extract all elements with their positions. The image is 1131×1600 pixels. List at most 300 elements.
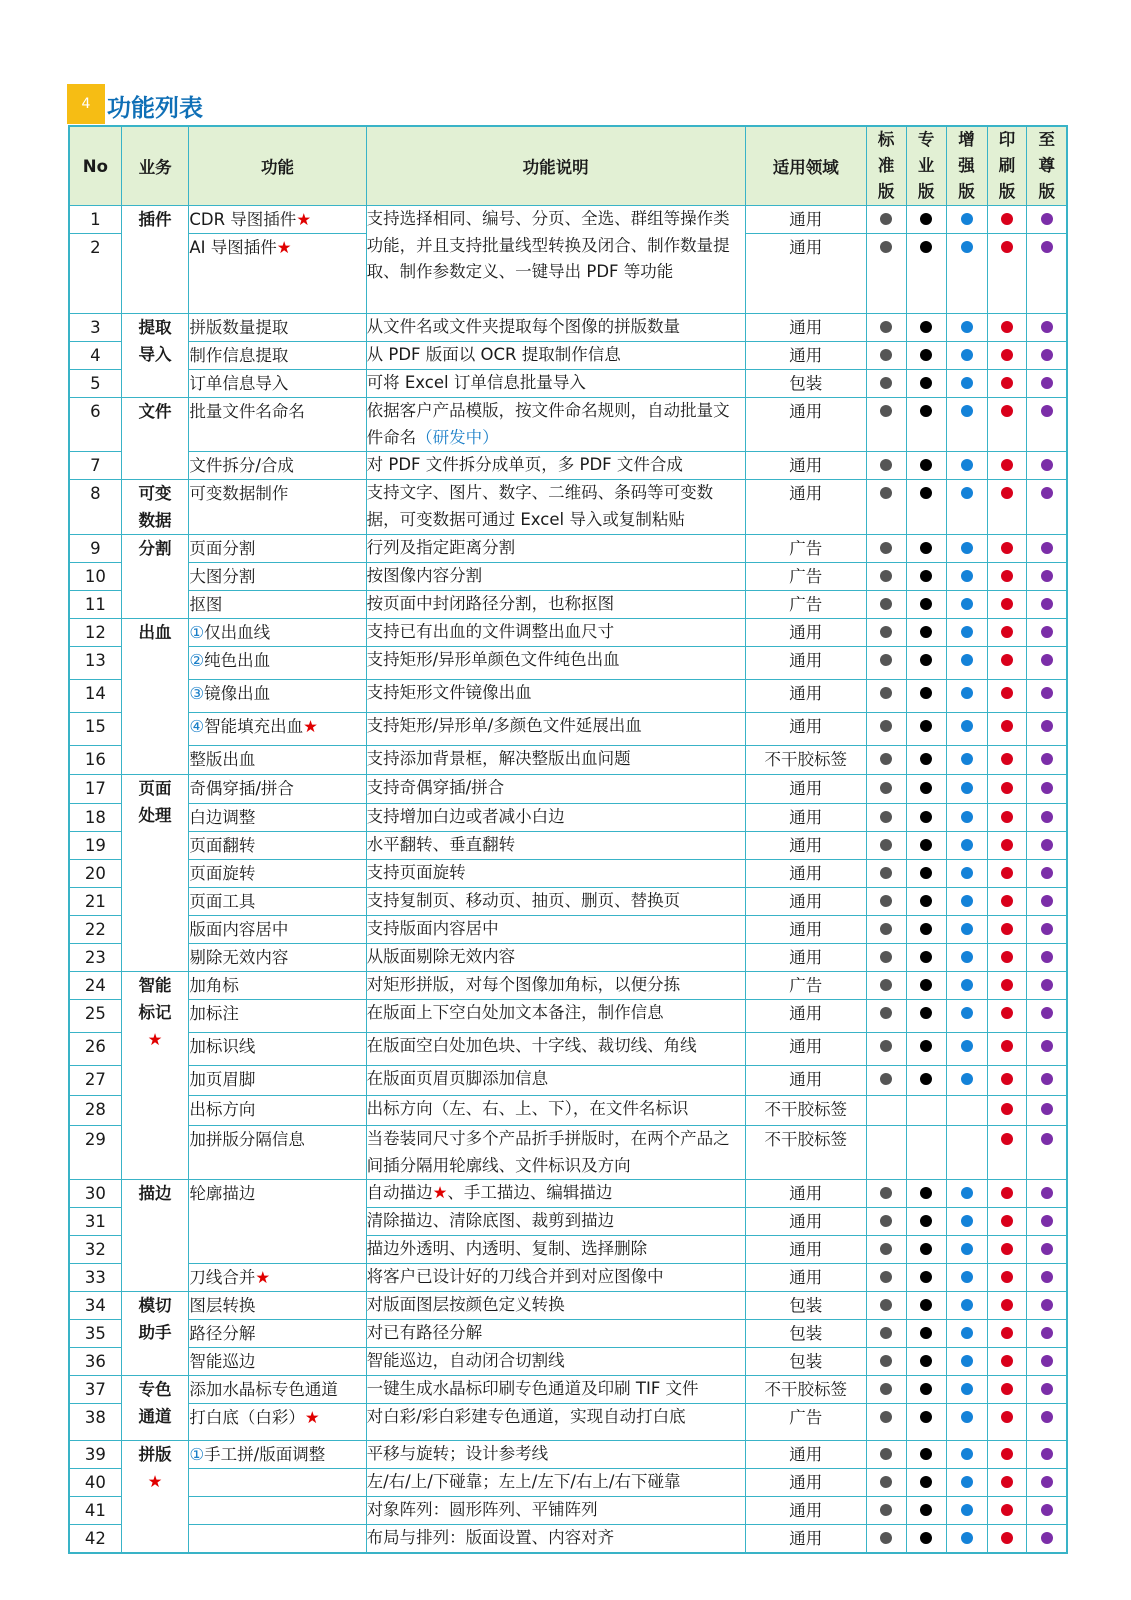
function-label: 轮廓描边 — [189, 1184, 256, 1203]
availability-dot-icon — [920, 213, 932, 225]
row-number: 37 — [69, 1376, 121, 1404]
availability-dot-icon — [961, 1187, 973, 1199]
availability-dot-icon — [880, 1243, 892, 1255]
description-cell — [366, 619, 745, 647]
edition-availability-cell — [866, 1525, 906, 1554]
edition-availability-cell — [946, 206, 987, 234]
availability-dot-icon — [961, 720, 973, 732]
description-text: 将客户已设计好的刀线合并到对应图像中 — [366, 1267, 664, 1286]
availability-dot-icon — [1001, 687, 1013, 699]
edition-availability-cell — [987, 972, 1027, 1000]
edition-availability-cell — [866, 1441, 906, 1469]
function-cell — [189, 1469, 366, 1497]
edition-availability-cell — [946, 1469, 987, 1497]
function-cell — [189, 480, 366, 535]
availability-dot-icon — [920, 1476, 932, 1488]
edition-availability-cell — [946, 1292, 987, 1320]
category-cell — [121, 619, 189, 775]
edition-availability-cell — [946, 591, 987, 619]
availability-dot-icon — [1001, 811, 1013, 823]
description-text: 清除描边、清除底图、裁剪到描边 — [366, 1211, 615, 1230]
edition-availability-cell — [866, 1033, 906, 1066]
row-number: 4 — [69, 342, 121, 370]
table-row — [69, 713, 1067, 746]
description-cell — [366, 342, 745, 370]
description-cell — [366, 1208, 745, 1236]
edition-availability-cell — [1027, 314, 1067, 342]
edition-availability-cell — [866, 888, 906, 916]
header-edition-supreme: 至尊版 — [1027, 126, 1067, 206]
description-text: 对象阵列：圆形阵列、平铺阵列 — [366, 1500, 598, 1519]
availability-dot-icon — [961, 839, 973, 851]
availability-dot-icon — [1001, 1383, 1013, 1395]
description-text: 对 PDF 文件拆分成单页，多 PDF 文件合成 — [366, 455, 683, 474]
availability-dot-icon — [1041, 1327, 1053, 1339]
edition-availability-cell — [946, 1404, 987, 1441]
availability-dot-icon — [880, 598, 892, 610]
function-label: 加角标 — [189, 976, 239, 995]
edition-availability-cell — [987, 535, 1027, 563]
availability-dot-icon — [1001, 459, 1013, 471]
edition-availability-cell — [866, 775, 906, 804]
category-label: 模切助手 — [138, 1296, 172, 1342]
edition-availability-cell — [987, 832, 1027, 860]
availability-dot-icon — [1001, 1007, 1013, 1019]
function-label: 文件拆分/合成 — [189, 456, 294, 475]
edition-availability-cell — [906, 860, 946, 888]
row-number: 18 — [69, 804, 121, 832]
edition-availability-cell — [1027, 1404, 1067, 1441]
availability-dot-icon — [880, 1073, 892, 1085]
availability-dot-icon — [920, 349, 932, 361]
table-row — [69, 1000, 1067, 1033]
availability-dot-icon — [961, 1327, 973, 1339]
edition-availability-cell — [946, 1096, 987, 1126]
edition-availability-cell — [987, 888, 1027, 916]
edition-availability-cell — [866, 1236, 906, 1264]
availability-dot-icon — [880, 895, 892, 907]
availability-dot-icon — [920, 1383, 932, 1395]
availability-dot-icon — [1001, 1133, 1013, 1145]
edition-availability-cell — [1027, 1525, 1067, 1554]
description-text: 支持奇偶穿插/拼合 — [366, 778, 505, 797]
table-row — [69, 342, 1067, 370]
row-number: 28 — [69, 1096, 121, 1126]
category-label: 可变数据 — [138, 484, 172, 530]
field-cell: 通用 — [745, 680, 866, 713]
edition-availability-cell — [946, 452, 987, 480]
edition-availability-cell — [1027, 206, 1067, 234]
row-number: 35 — [69, 1320, 121, 1348]
function-cell — [189, 452, 366, 480]
availability-dot-icon — [880, 487, 892, 499]
function-label: 智能巡边 — [189, 1352, 256, 1371]
availability-dot-icon — [1001, 923, 1013, 935]
field-cell: 通用 — [745, 1000, 866, 1033]
availability-dot-icon — [1041, 782, 1053, 794]
availability-dot-icon — [1001, 1411, 1013, 1423]
availability-dot-icon — [920, 1040, 932, 1052]
row-number: 29 — [69, 1126, 121, 1180]
edition-availability-cell — [946, 775, 987, 804]
function-label: 白边调整 — [189, 808, 256, 827]
edition-availability-cell — [987, 619, 1027, 647]
category-cell — [121, 398, 189, 480]
edition-availability-cell — [946, 314, 987, 342]
availability-dot-icon — [961, 1476, 973, 1488]
edition-availability-cell — [1027, 1236, 1067, 1264]
function-label: 镜像出血 — [204, 684, 271, 703]
description-text: 出标方向（左、右、上、下），在文件名标识 — [366, 1099, 689, 1118]
availability-dot-icon — [920, 1243, 932, 1255]
edition-availability-cell — [866, 1497, 906, 1525]
edition-availability-cell — [987, 944, 1027, 972]
edition-availability-cell — [906, 1348, 946, 1376]
edition-availability-cell — [987, 1525, 1027, 1554]
table-row — [69, 804, 1067, 832]
category-cell — [121, 535, 189, 619]
availability-dot-icon — [920, 487, 932, 499]
function-label: 仅出血线 — [204, 623, 271, 642]
availability-dot-icon — [880, 1476, 892, 1488]
availability-dot-icon — [961, 598, 973, 610]
edition-availability-cell — [866, 1469, 906, 1497]
edition-availability-cell — [1027, 746, 1067, 775]
edition-availability-cell — [946, 713, 987, 746]
availability-dot-icon — [1001, 1448, 1013, 1460]
availability-dot-icon — [1041, 459, 1053, 471]
function-cell — [189, 563, 366, 591]
function-cell — [189, 1264, 366, 1292]
table-row — [69, 1376, 1067, 1404]
table-row — [69, 1180, 1067, 1208]
availability-dot-icon — [920, 1073, 932, 1085]
edition-availability-cell — [906, 647, 946, 680]
description-text: 从文件名或文件夹提取每个图像的拼版数量 — [366, 317, 681, 336]
edition-availability-cell — [946, 234, 987, 314]
availability-dot-icon — [1041, 321, 1053, 333]
availability-dot-icon — [961, 1073, 973, 1085]
edition-availability-cell — [1027, 713, 1067, 746]
availability-dot-icon — [1041, 213, 1053, 225]
edition-availability-cell — [1027, 888, 1067, 916]
availability-dot-icon — [1001, 1271, 1013, 1283]
function-label: 整版出血 — [189, 750, 256, 769]
function-label: 页面翻转 — [189, 836, 256, 855]
description-cell — [366, 370, 745, 398]
edition-availability-cell — [1027, 1264, 1067, 1292]
availability-dot-icon — [1041, 1243, 1053, 1255]
edition-availability-cell — [946, 1376, 987, 1404]
description-cell — [366, 480, 745, 535]
header-edition-pro: 专业版 — [906, 126, 946, 206]
edition-availability-cell — [906, 206, 946, 234]
edition-availability-cell — [946, 535, 987, 563]
availability-dot-icon — [1001, 839, 1013, 851]
description-cell — [366, 1497, 745, 1525]
edition-availability-cell — [946, 1236, 987, 1264]
field-cell: 广告 — [745, 563, 866, 591]
edition-availability-cell — [906, 1441, 946, 1469]
row-number: 15 — [69, 713, 121, 746]
availability-dot-icon — [880, 753, 892, 765]
availability-dot-icon — [1041, 349, 1053, 361]
field-cell: 包装 — [745, 1320, 866, 1348]
availability-dot-icon — [961, 867, 973, 879]
availability-dot-icon — [1041, 867, 1053, 879]
function-label: 手工拼/版面调整 — [204, 1445, 326, 1464]
table-row — [69, 1096, 1067, 1126]
availability-dot-icon — [961, 1504, 973, 1516]
edition-availability-cell — [866, 1000, 906, 1033]
category-cell — [121, 1292, 189, 1376]
table-row — [69, 1264, 1067, 1292]
function-label: 刀线合并 — [189, 1268, 256, 1287]
field-cell: 通用 — [745, 206, 866, 234]
availability-dot-icon — [920, 1411, 932, 1423]
edition-availability-cell — [987, 804, 1027, 832]
edition-availability-cell — [987, 775, 1027, 804]
table-row — [69, 1497, 1067, 1525]
availability-dot-icon — [880, 1007, 892, 1019]
edition-availability-cell — [987, 916, 1027, 944]
description-text: 支持矩形/异形单/多颜色文件延展出血 — [366, 716, 642, 735]
availability-dot-icon — [920, 895, 932, 907]
category-cell — [121, 314, 189, 398]
category-label: 提取导入 — [138, 318, 172, 364]
availability-dot-icon — [961, 979, 973, 991]
availability-dot-icon — [1041, 626, 1053, 638]
row-number: 25 — [69, 1000, 121, 1033]
description-cell — [366, 1292, 745, 1320]
availability-dot-icon — [920, 654, 932, 666]
description-cell — [366, 1096, 745, 1126]
table-row — [69, 1404, 1067, 1441]
table-row — [69, 314, 1067, 342]
field-cell: 通用 — [745, 860, 866, 888]
availability-dot-icon — [1001, 405, 1013, 417]
row-number: 34 — [69, 1292, 121, 1320]
availability-dot-icon — [961, 687, 973, 699]
function-label: 加页眉脚 — [189, 1070, 256, 1089]
function-label: 打白底（白彩） — [189, 1408, 305, 1427]
availability-dot-icon — [961, 654, 973, 666]
availability-dot-icon — [920, 720, 932, 732]
edition-availability-cell — [946, 1066, 987, 1096]
description-text: 描边外透明、内透明、复制、选择删除 — [366, 1239, 648, 1258]
field-cell: 通用 — [745, 1525, 866, 1554]
function-cell — [189, 832, 366, 860]
edition-availability-cell — [866, 563, 906, 591]
edition-availability-cell — [1027, 1376, 1067, 1404]
function-cell — [189, 775, 366, 804]
edition-availability-cell — [906, 972, 946, 1000]
header-edition-print: 印刷版 — [987, 126, 1027, 206]
availability-dot-icon — [880, 1355, 892, 1367]
edition-availability-cell — [906, 1404, 946, 1441]
availability-dot-icon — [961, 1355, 973, 1367]
field-cell: 包装 — [745, 370, 866, 398]
header-edition-enhanced: 增强版 — [946, 126, 987, 206]
availability-dot-icon — [920, 687, 932, 699]
function-label: CDR 导图插件 — [189, 210, 297, 229]
edition-availability-cell — [946, 916, 987, 944]
availability-dot-icon — [1041, 720, 1053, 732]
edition-availability-cell — [906, 1033, 946, 1066]
description-cell — [366, 1348, 745, 1376]
star-mark: ★ — [296, 210, 312, 229]
field-cell: 广告 — [745, 972, 866, 1000]
table-row — [69, 1441, 1067, 1469]
description-cell — [366, 1376, 745, 1404]
availability-dot-icon — [1001, 1103, 1013, 1115]
category-label: 文件 — [138, 402, 172, 421]
header-edition-standard: 标准版 — [866, 126, 906, 206]
edition-availability-cell — [866, 1376, 906, 1404]
availability-dot-icon — [1001, 867, 1013, 879]
row-number: 38 — [69, 1404, 121, 1441]
description-cell — [366, 206, 745, 314]
availability-dot-icon — [1041, 377, 1053, 389]
availability-dot-icon — [1041, 839, 1053, 851]
availability-dot-icon — [1041, 598, 1053, 610]
availability-dot-icon — [880, 626, 892, 638]
availability-dot-icon — [880, 811, 892, 823]
table-row — [69, 647, 1067, 680]
description-text: 自动描边 — [366, 1183, 433, 1202]
availability-dot-icon — [961, 1007, 973, 1019]
row-number: 21 — [69, 888, 121, 916]
description-text: 支持增加白边或者减小白边 — [366, 807, 565, 826]
description-text: 支持矩形/异形单颜色文件纯色出血 — [366, 650, 620, 669]
edition-availability-cell — [946, 619, 987, 647]
edition-availability-cell — [906, 452, 946, 480]
edition-availability-cell — [987, 746, 1027, 775]
edition-availability-cell — [906, 1497, 946, 1525]
field-cell: 广告 — [745, 591, 866, 619]
description-cell — [366, 535, 745, 563]
availability-dot-icon — [961, 487, 973, 499]
edition-availability-cell — [906, 619, 946, 647]
availability-dot-icon — [1041, 1476, 1053, 1488]
availability-dot-icon — [961, 1448, 973, 1460]
edition-availability-cell — [1027, 370, 1067, 398]
availability-dot-icon — [1001, 626, 1013, 638]
field-cell: 通用 — [745, 1033, 866, 1066]
description-text: 在版面上下空白处加文本备注，制作信息 — [366, 1003, 664, 1022]
edition-availability-cell — [906, 342, 946, 370]
availability-dot-icon — [920, 867, 932, 879]
availability-dot-icon — [961, 1040, 973, 1052]
edition-availability-cell — [906, 1376, 946, 1404]
availability-dot-icon — [920, 839, 932, 851]
description-text: 支持版面内容居中 — [366, 919, 499, 938]
field-cell: 广告 — [745, 1404, 866, 1441]
function-cell — [189, 1000, 366, 1033]
edition-availability-cell — [866, 234, 906, 314]
edition-availability-cell — [906, 1096, 946, 1126]
function-cell — [189, 1066, 366, 1096]
edition-availability-cell — [906, 713, 946, 746]
edition-availability-cell — [1027, 1000, 1067, 1033]
row-number: 2 — [69, 234, 121, 314]
star-mark: ★ — [147, 1472, 163, 1491]
description-text: 当卷装同尺寸多个产品折手拼版时，在两个产品之间插分隔用轮廓线、文件标识及方向 — [366, 1129, 730, 1175]
table-row — [69, 1292, 1067, 1320]
function-cell — [189, 1320, 366, 1348]
availability-dot-icon — [961, 753, 973, 765]
section-title: 功能列表 — [107, 94, 203, 122]
edition-availability-cell — [987, 370, 1027, 398]
edition-availability-cell — [1027, 1180, 1067, 1208]
function-label: 订单信息导入 — [189, 374, 289, 393]
function-cell — [189, 1441, 366, 1469]
edition-availability-cell — [906, 1236, 946, 1264]
edition-availability-cell — [946, 1126, 987, 1180]
availability-dot-icon — [961, 459, 973, 471]
edition-availability-cell — [987, 1066, 1027, 1096]
edition-availability-cell — [866, 480, 906, 535]
availability-dot-icon — [961, 626, 973, 638]
description-text: 支持复制页、移动页、抽页、删页、替换页 — [366, 891, 681, 910]
edition-availability-cell — [866, 206, 906, 234]
row-number: 6 — [69, 398, 121, 452]
function-label: 可变数据制作 — [189, 484, 289, 503]
availability-dot-icon — [880, 839, 892, 851]
function-cell — [189, 916, 366, 944]
description-cell — [366, 1126, 745, 1180]
edition-availability-cell — [946, 1441, 987, 1469]
function-cell — [189, 680, 366, 713]
availability-dot-icon — [1041, 687, 1053, 699]
availability-dot-icon — [961, 951, 973, 963]
edition-availability-cell — [987, 1126, 1027, 1180]
edition-availability-cell — [987, 314, 1027, 342]
description-cell — [366, 713, 745, 746]
edition-availability-cell — [866, 370, 906, 398]
availability-dot-icon — [1041, 979, 1053, 991]
field-cell: 通用 — [745, 1264, 866, 1292]
category-label: 智能标记 — [138, 976, 172, 1022]
function-cell — [189, 1180, 366, 1264]
availability-dot-icon — [1001, 1355, 1013, 1367]
edition-availability-cell — [987, 713, 1027, 746]
table-row — [69, 480, 1067, 535]
function-cell — [189, 591, 366, 619]
availability-dot-icon — [1001, 321, 1013, 333]
edition-availability-cell — [866, 1208, 906, 1236]
field-cell: 通用 — [745, 1497, 866, 1525]
edition-availability-cell — [987, 452, 1027, 480]
field-cell: 通用 — [745, 1441, 866, 1469]
field-cell: 不干胶标签 — [745, 1096, 866, 1126]
availability-dot-icon — [880, 1532, 892, 1544]
function-cell — [189, 746, 366, 775]
availability-dot-icon — [1041, 1448, 1053, 1460]
edition-availability-cell — [1027, 398, 1067, 452]
function-label: 纯色出血 — [204, 651, 271, 670]
header-category: 业务 — [121, 126, 189, 206]
function-cell — [189, 713, 366, 746]
availability-dot-icon — [961, 1532, 973, 1544]
availability-dot-icon — [880, 405, 892, 417]
field-cell: 不干胶标签 — [745, 1126, 866, 1180]
function-label: 剔除无效内容 — [189, 948, 289, 967]
availability-dot-icon — [920, 811, 932, 823]
edition-availability-cell — [1027, 591, 1067, 619]
edition-availability-cell — [946, 944, 987, 972]
availability-dot-icon — [1001, 951, 1013, 963]
